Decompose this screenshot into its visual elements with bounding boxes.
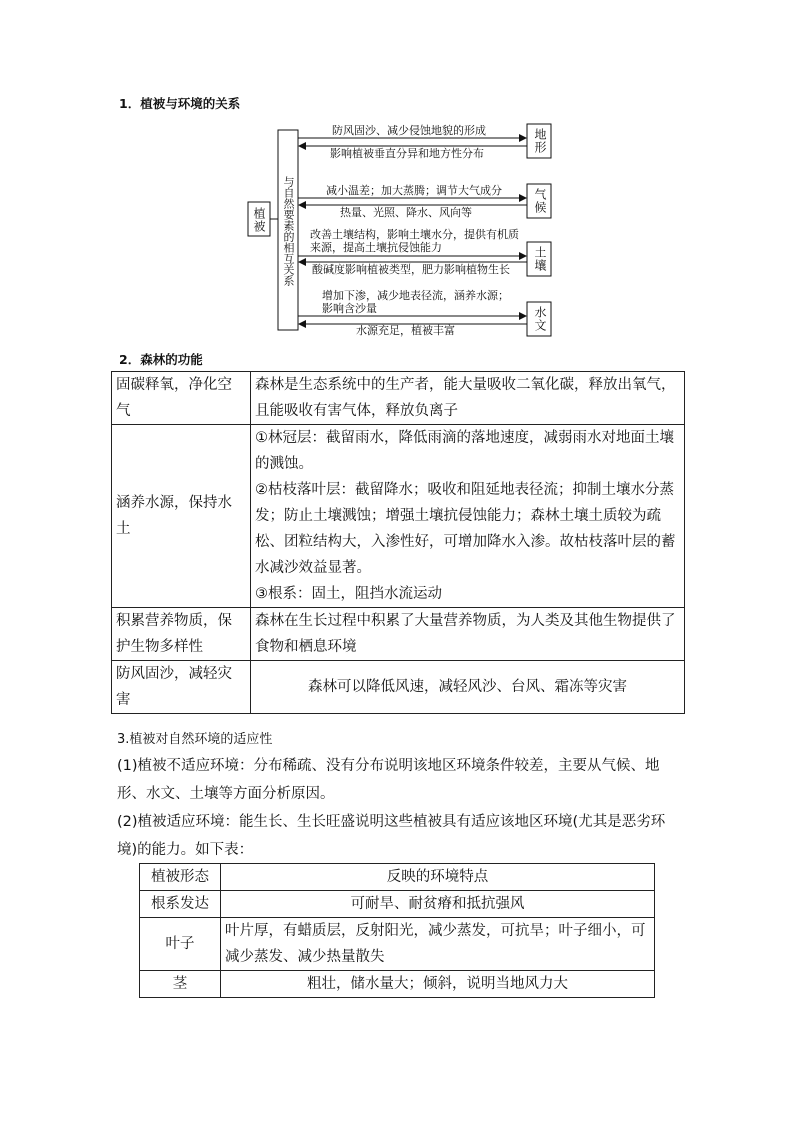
forest-function-table [111,371,685,714]
feature-cell: 叶片厚，有蜡质层，反射阳光，减少蒸发，可抗旱；叶子细小，可减少蒸发、减少热量散失 [221,918,655,971]
soil-top-line2: 来源，提高土壤抗侵蚀能力 [310,241,442,254]
root-system-text: ③根系：固土，阻挡水流运动 [255,586,442,602]
form-cell: 根系发达 [140,891,221,918]
header-cell: 反映的环境特点 [221,864,655,891]
section1-heading: 1．植被与环境的关系 [119,96,241,111]
landform-bottom-text: 影响植被垂直分异和地方性分布 [330,147,484,160]
factor-hydrology: 水文 [533,306,547,332]
vegetation-label: 植被 [252,207,266,233]
table-row [140,918,655,971]
description-cell: 森林是生态系统中的生产者，能大量吸收二氧化碳，释放出氧气，且能吸收有害气体，释放负离子 [251,372,685,425]
relation-label: 与自然要素的相互关系 [282,176,295,286]
soil-top-line1: 改善土壤结构，影响土壤水分，提供有机质 [310,228,519,241]
hydrology-top-line2: 影响含沙量 [322,302,377,315]
table-row [112,661,685,714]
litter-layer-text: ②枯枝落叶层：截留降水；吸收和阻延地表径流；抑制土壤水分蒸发；防止土壤溅蚀；增强土壤抗侵蚀能力；森林土壤土质较为疏松、团粒结构大，入渗性好，可增加降水入渗。故枯枝落叶层的蓄水减沙效益显著。 [255,482,676,576]
section3-heading: 3.植被对自然环境的适应性 [117,732,273,747]
table-row [140,971,655,998]
description-cell: 森林可以降低风速，减轻风沙、台风、霜冻等灾害 [251,661,685,714]
form-cell: 茎 [140,971,221,998]
function-cell: 固碳释氧，净化空气 [112,372,251,425]
description-cell: 森林在生长过程中积累了大量营养物质，为人类及其他生物提供了食物和栖息环境 [251,608,685,661]
hydrology-bottom-text: 水源充足，植被丰富 [356,324,455,337]
soil-bottom-text: 酸碱度影响植被类型，肥力影响植物生长 [312,263,510,276]
climate-top-text: 减小温差；加大蒸腾；调节大气成分 [326,184,502,197]
section3-para2: (2)植被适应环境：能生长、生长旺盛说明这些植被具有适应该地区环境(尤其是恶劣环境)的能力。如下表： [117,814,666,858]
function-cell: 防风固沙，减轻灾害 [112,661,251,714]
climate-bottom-text: 热量、光照、降水、风向等 [340,206,472,219]
section3 [117,730,683,864]
table-row [112,425,685,608]
feature-cell: 可耐旱、耐贫瘠和抵抗强风 [221,891,655,918]
description-cell [251,425,685,608]
section3-para1: (1)植被不适应环境：分布稀疏、没有分布说明该地区环境条件较差，主要从气候、地形、水文、土壤等方面分析原因。 [117,758,660,802]
landform-top-text: 防风固沙、减少侵蚀地貌的形成 [332,124,486,137]
table-row [140,891,655,918]
table-header-row [140,864,655,891]
feature-cell: 粗壮，储水量大；倾斜，说明当地风力大 [221,971,655,998]
table-row [112,608,685,661]
factor-climate: 气候 [533,188,547,214]
table-row [112,372,685,425]
function-cell: 积累营养物质，保护生物多样性 [112,608,251,661]
adaptation-table [139,863,655,998]
hydrology-top-line1: 增加下渗，减少地表径流，涵养水源； [322,289,509,302]
factor-soil: 土壤 [533,246,547,272]
factor-landform: 地形 [533,128,547,154]
vegetation-relation-diagram [240,118,560,338]
header-cell: 植被形态 [140,864,221,891]
function-cell: 涵养水源，保持水土 [112,425,251,608]
section2-heading: 2．森林的功能 [119,352,203,367]
canopy-layer-text: ①林冠层：截留雨水，降低雨滴的落地速度，减弱雨水对地面土壤的溅蚀。 [255,430,674,472]
form-cell: 叶子 [140,918,221,971]
